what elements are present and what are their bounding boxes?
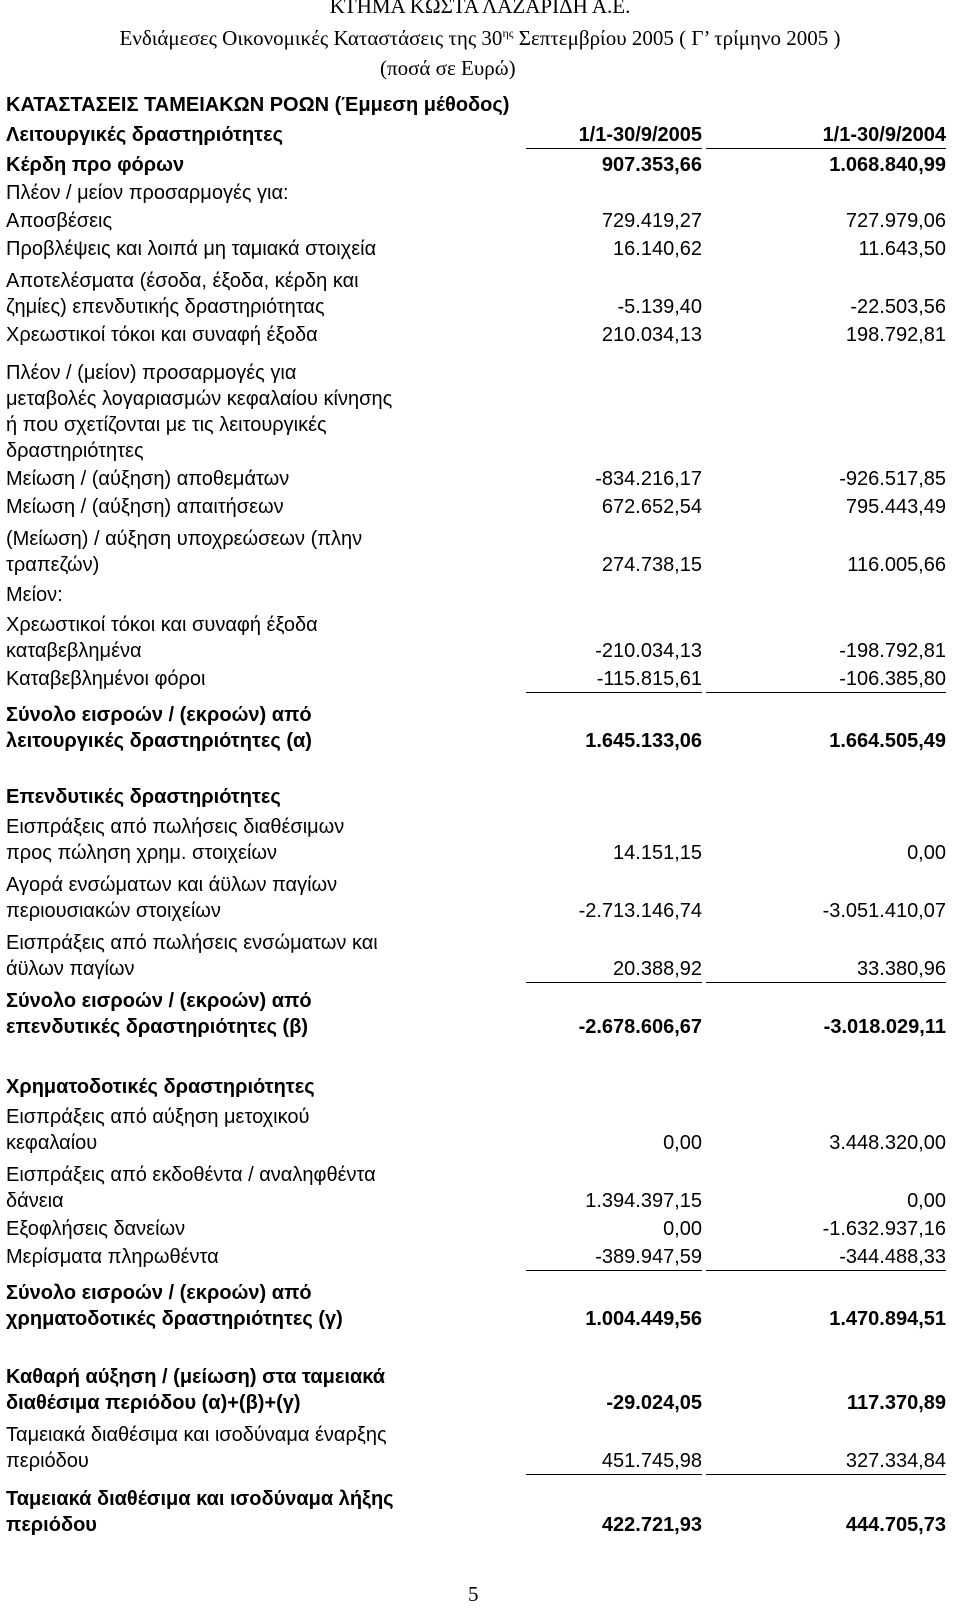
- row-label: Χρηματοδοτικές δραστηριότητες: [6, 1076, 315, 1098]
- row-label: Σύνολο εισροών / (εκροών) από: [6, 704, 312, 726]
- subtitle-pre: Ενδιάμεσες Οικονομικές Καταστάσεις της 30: [119, 26, 503, 50]
- row-label: Καταβεβλημένοι φόροι: [6, 668, 206, 690]
- row-label: άϋλων παγίων: [6, 958, 135, 980]
- value-2004: 198.792,81: [845, 324, 946, 346]
- row-label: ζημίες) επενδυτικής δραστηριότητας: [6, 296, 325, 318]
- value-2005: 0,00: [663, 1132, 702, 1154]
- value-2005: 20.388,92: [526, 956, 702, 983]
- row-label: επενδυτικές δραστηριότητες (β): [6, 1016, 309, 1038]
- row-label: Αγορά ενσώματων και άϋλων παγίων: [6, 874, 338, 896]
- value-2005: 422.721,93: [601, 1514, 702, 1536]
- row-label: Λειτουργικές δραστηριότητες: [6, 124, 283, 146]
- row-label: Εξοφλήσεις δανείων: [6, 1218, 186, 1240]
- row-label: Μερίσματα πληρωθέντα: [6, 1246, 219, 1268]
- value-2005: 907.353,66: [601, 154, 702, 176]
- row-label: Εισπράξεις από αύξηση μετοχικού: [6, 1106, 310, 1128]
- row-label: Κέρδη προ φόρων: [6, 154, 185, 176]
- row-label: Μείωση / (αύξηση) απαιτήσεων: [6, 496, 284, 518]
- value-2005: 0,00: [663, 1218, 702, 1240]
- currency-note: (ποσά σε Ευρώ): [380, 56, 516, 80]
- value-2004: 3.448.320,00: [829, 1132, 946, 1154]
- value-2004: 444.705,73: [845, 1514, 946, 1536]
- row-label: (Μείωση) / αύξηση υποχρεώσεων (πλην: [6, 528, 363, 550]
- row-label: Χρεωστικοί τόκοι και συναφή έξοδα: [6, 324, 318, 346]
- value-2005: 729.419,27: [601, 210, 702, 232]
- row-label: Χρεωστικοί τόκοι και συναφή έξοδα: [6, 614, 318, 636]
- value-2005: -389.947,59: [526, 1244, 702, 1271]
- value-2004: -22.503,56: [850, 296, 946, 318]
- value-2005: -115.815,61: [526, 666, 702, 693]
- value-2005: -5.139,40: [617, 296, 702, 318]
- value-2005: -210.034,13: [595, 640, 702, 662]
- row-label: Πλέον / μείον προσαρμογές για:: [6, 182, 289, 204]
- row-label: Σύνολο εισροών / (εκροών) από: [6, 990, 312, 1012]
- value-2005: 16.140,62: [613, 238, 702, 260]
- value-2005: 672.652,54: [601, 496, 702, 518]
- row-label: Ταμειακά διαθέσιμα και ισοδύναμα έναρξης: [6, 1424, 387, 1446]
- value-2004: 327.334,84: [706, 1448, 946, 1475]
- value-2004: 1.470.894,51: [829, 1308, 946, 1330]
- value-2004: -344.488,33: [706, 1244, 946, 1271]
- row-label: Επενδυτικές δραστηριότητες: [6, 786, 281, 808]
- value-2004: -198.792,81: [839, 640, 946, 662]
- value-2005: -2.713.146,74: [578, 900, 702, 922]
- subtitle-sup: ης: [502, 26, 514, 40]
- value-2005: 14.151,15: [613, 842, 702, 864]
- value-2004: -1.632.937,16: [822, 1218, 946, 1240]
- row-label: Μείον:: [6, 584, 63, 606]
- row-label: διαθέσιμα περιόδου (α)+(β)+(γ): [6, 1392, 301, 1414]
- value-2004: 116.005,66: [847, 554, 946, 576]
- row-label: Προβλέψεις και λοιπά μη ταμιακά στοιχεία: [6, 238, 377, 260]
- subtitle-post: Σεπτεμβρίου 2005 ( Γ’ τρίμηνο 2005 ): [513, 26, 841, 50]
- value-2004: -926.517,85: [839, 468, 946, 490]
- row-label: Καθαρή αύξηση / (μείωση) στα ταμειακά: [6, 1366, 386, 1388]
- value-2004: -106.385,80: [706, 666, 946, 693]
- value-2004: 1/1-30/9/2004: [706, 122, 946, 149]
- row-label: ΚΑΤΑΣΤΑΣΕΙΣ ΤΑΜΕΙΑΚΩΝ ΡΟΩΝ (Έμμεση μέθοδος): [6, 94, 510, 116]
- page-number: 5: [468, 1582, 479, 1606]
- value-2005: -834.216,17: [595, 468, 702, 490]
- row-label: καταβεβλημένα: [6, 640, 142, 662]
- value-2004: 0,00: [907, 1190, 946, 1212]
- value-2004: -3.018.029,11: [823, 1016, 946, 1038]
- value-2004: 1.664.505,49: [829, 730, 946, 752]
- row-label: Σύνολο εισροών / (εκροών) από: [6, 1282, 312, 1304]
- row-label: μεταβολές λογαριασμών κεφαλαίου κίνησης: [6, 388, 393, 410]
- value-2005: 274.738,15: [601, 554, 702, 576]
- row-label: Αποτελέσματα (έσοδα, έξοδα, κέρδη και: [6, 270, 359, 292]
- value-2005: 1.004.449,56: [585, 1308, 702, 1330]
- row-label: Πλέον / (μείον) προσαρμογές για: [6, 362, 297, 384]
- row-label: λειτουργικές δραστηριότητες (α): [6, 730, 312, 752]
- value-2005: -2.678.606,67: [578, 1016, 702, 1038]
- row-label: τραπεζών): [6, 554, 100, 576]
- value-2004: 1.068.840,99: [829, 154, 946, 176]
- row-label: Εισπράξεις από πωλήσεις διαθέσιμων: [6, 816, 345, 838]
- value-2004: 727.979,06: [845, 210, 946, 232]
- value-2005: 1/1-30/9/2005: [526, 122, 702, 149]
- row-label: Εισπράξεις από εκδοθέντα / αναληφθέντα: [6, 1164, 376, 1186]
- value-2004: 11.643,50: [858, 238, 946, 260]
- value-2005: 451.745,98: [526, 1448, 702, 1475]
- value-2004: 795.443,49: [845, 496, 946, 518]
- row-label: περιόδου: [6, 1450, 89, 1472]
- row-label: Ταμειακά διαθέσιμα και ισοδύναμα λήξης: [6, 1488, 394, 1510]
- row-label: δραστηριότητες: [6, 440, 144, 462]
- value-2004: -3.051.410,07: [822, 900, 946, 922]
- row-label: προς πώληση χρημ. στοιχείων: [6, 842, 278, 864]
- value-2005: 210.034,13: [601, 324, 702, 346]
- value-2004: 0,00: [907, 842, 946, 864]
- row-label: ή που σχετίζονται με τις λειτουργικές: [6, 414, 327, 436]
- row-label: χρηματοδοτικές δραστηριότητες (γ): [6, 1308, 343, 1330]
- row-label: κεφαλαίου: [6, 1132, 98, 1154]
- row-label: περιόδου: [6, 1514, 97, 1536]
- row-label: περιουσιακών στοιχείων: [6, 900, 221, 922]
- row-label: Μείωση / (αύξηση) αποθεμάτων: [6, 468, 290, 490]
- value-2005: 1.394.397,15: [585, 1190, 702, 1212]
- value-2004: 33.380,96: [706, 956, 946, 983]
- row-label: Αποσβέσεις: [6, 210, 113, 232]
- row-label: Εισπράξεις από πωλήσεις ενσώματων και: [6, 932, 378, 954]
- value-2004: 117.370,89: [847, 1392, 946, 1414]
- value-2005: -29.024,05: [606, 1392, 702, 1414]
- row-label: δάνεια: [6, 1190, 64, 1212]
- company-name: ΚΤΗΜΑ ΚΩΣΤΑ ΛΑΖΑΡΙΔΗ Α.Ε.: [329, 0, 631, 18]
- value-2005: 1.645.133,06: [585, 730, 702, 752]
